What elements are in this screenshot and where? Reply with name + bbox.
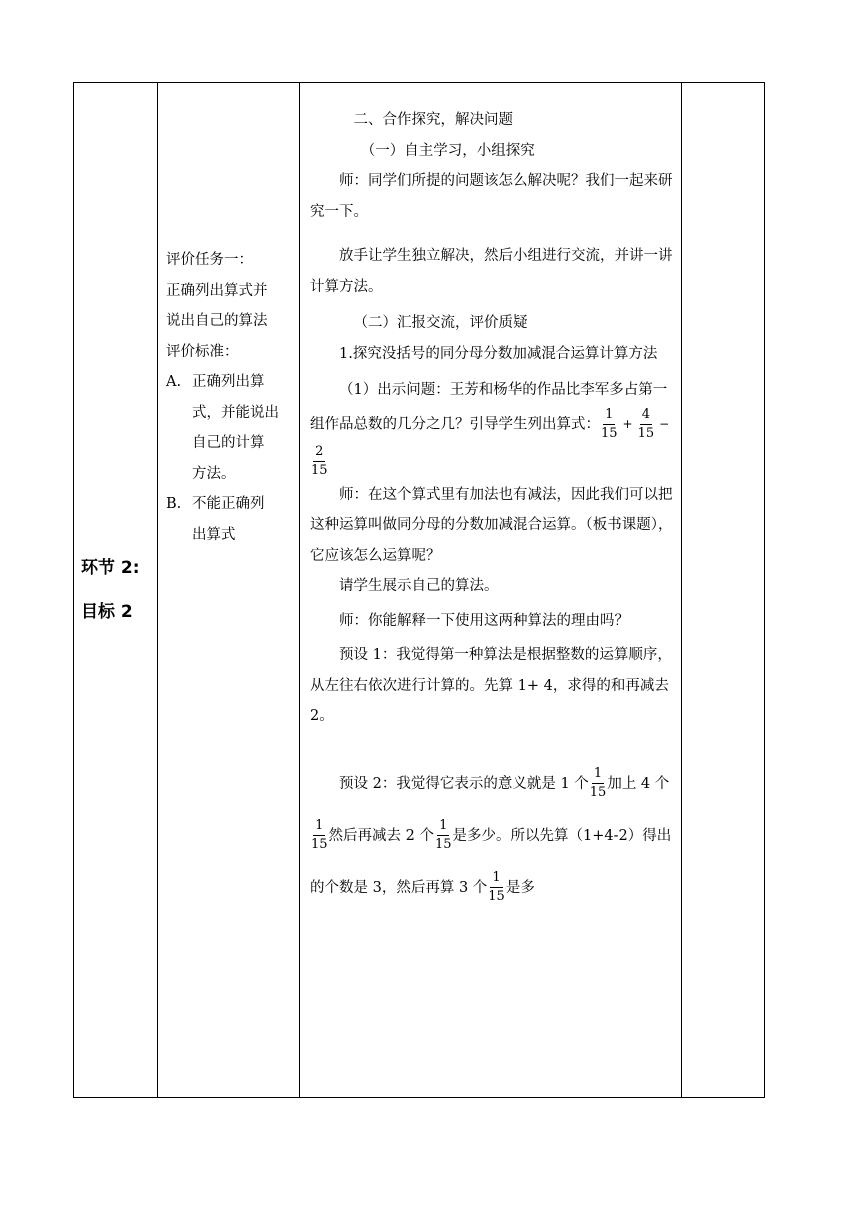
numerator: 1 [437, 817, 449, 836]
standard-title: 评价标准： [166, 343, 239, 360]
numerator: 1 [490, 869, 502, 888]
option-a-line: 方法。 [192, 465, 236, 482]
sub-heading-2: （二）汇报交流，评价质疑 [353, 315, 528, 331]
denominator: 15 [589, 785, 607, 800]
fraction-2 [638, 406, 655, 443]
option-b-letter: B. [166, 496, 182, 512]
preset-1: 预设 1：我觉得第一种算法是根据整数的运算顺序，从左往右依次进行计算的。先算 1+ 4，求得的和再减去 2。 [310, 647, 672, 724]
content-cell [300, 83, 682, 1098]
preset-2-f: （1+4-2）得出的个数是 3，然后再算 3 个 [310, 827, 672, 896]
preset-2-c: 上 4 个 [621, 775, 670, 792]
denominator: 15 [435, 837, 452, 852]
option-b [166, 489, 295, 550]
lesson-table [73, 82, 765, 1098]
fraction-1 [601, 406, 618, 443]
preset-2-a: 预设 2：我觉得它表示的意义就是 1 个 [339, 775, 589, 792]
denominator: 15 [637, 425, 655, 441]
problem-text-body: （1）出示问题：王芳和杨华的作品比李军多占第一组作品总数的几分之几？引导学生列出算式： [310, 382, 668, 432]
denominator: 15 [488, 889, 505, 904]
preset-2 [310, 758, 675, 914]
fraction [311, 817, 328, 854]
sub-heading-1: （一）自主学习，小组探究 [360, 142, 535, 159]
point-1: 1.探究没括号的同分母分数加减混合运算计算方法 [339, 345, 658, 362]
option-b-line: 出算式 [192, 526, 236, 543]
denominator: 15 [311, 462, 328, 478]
numerator: 2 [313, 443, 325, 462]
content-block [300, 83, 681, 914]
fraction [488, 869, 505, 906]
teacher-line-2: 师：在这个算式里有加法也有减法，因此我们可以把这种运算叫做同分母的分数加减混合运算。（板书课题），它应该怎么运算呢？ [310, 486, 673, 564]
fraction-3 [311, 443, 328, 480]
numerator: 4 [640, 406, 652, 425]
instruction: 放手让学生独立解决，然后小组进行交流，并讲一讲计算方法。 [310, 248, 673, 295]
denominator: 15 [311, 837, 328, 852]
option-a [166, 367, 295, 489]
fraction [435, 817, 452, 854]
stage-cell [74, 83, 158, 1098]
preset-2-e: 是多少。所以先算 [452, 827, 569, 844]
preset-2-b: 加 [607, 775, 622, 792]
minus-sign: − [659, 417, 670, 431]
problem-text [310, 375, 675, 480]
denominator: 15 [601, 425, 618, 441]
stage-line-1: 环节 2: [81, 558, 140, 578]
option-a-line: 正确列出算 [192, 374, 265, 390]
option-b-line: 不能正确列 [192, 496, 265, 512]
plus-sign: + [622, 417, 633, 431]
option-a-letter: A. [166, 374, 182, 390]
stage-label [74, 546, 157, 634]
task-title: 评价任务一： [166, 252, 253, 268]
option-a-line: 自己的计算 [192, 435, 265, 451]
task-line-2: 说出自己的算法 [166, 313, 268, 329]
show-line: 请学生展示自己的算法。 [339, 578, 499, 594]
evaluation-block [158, 83, 299, 550]
section-heading: 二、合作探究，解决问题 [353, 112, 513, 128]
preset-2-d: 然后再减去 2 个 [328, 827, 434, 844]
task-line-1: 正确列出算式并 [166, 282, 268, 299]
fraction [590, 765, 607, 802]
notes-cell [682, 83, 765, 1098]
stage-line-2: 目标 2 [81, 602, 133, 622]
option-a-line: 式，并能说出 [192, 404, 279, 421]
numerator: 1 [592, 765, 604, 784]
teacher-line-3: 师：你能解释一下使用这两种算法的理由吗？ [339, 612, 629, 629]
evaluation-cell [158, 83, 300, 1098]
teacher-line-1: 师：同学们所提的问题该怎么解决呢？我们一起来研究一下。 [310, 173, 673, 220]
numerator: 1 [313, 817, 325, 836]
numerator: 1 [603, 406, 615, 425]
preset-2-g: 是多 [505, 879, 535, 896]
